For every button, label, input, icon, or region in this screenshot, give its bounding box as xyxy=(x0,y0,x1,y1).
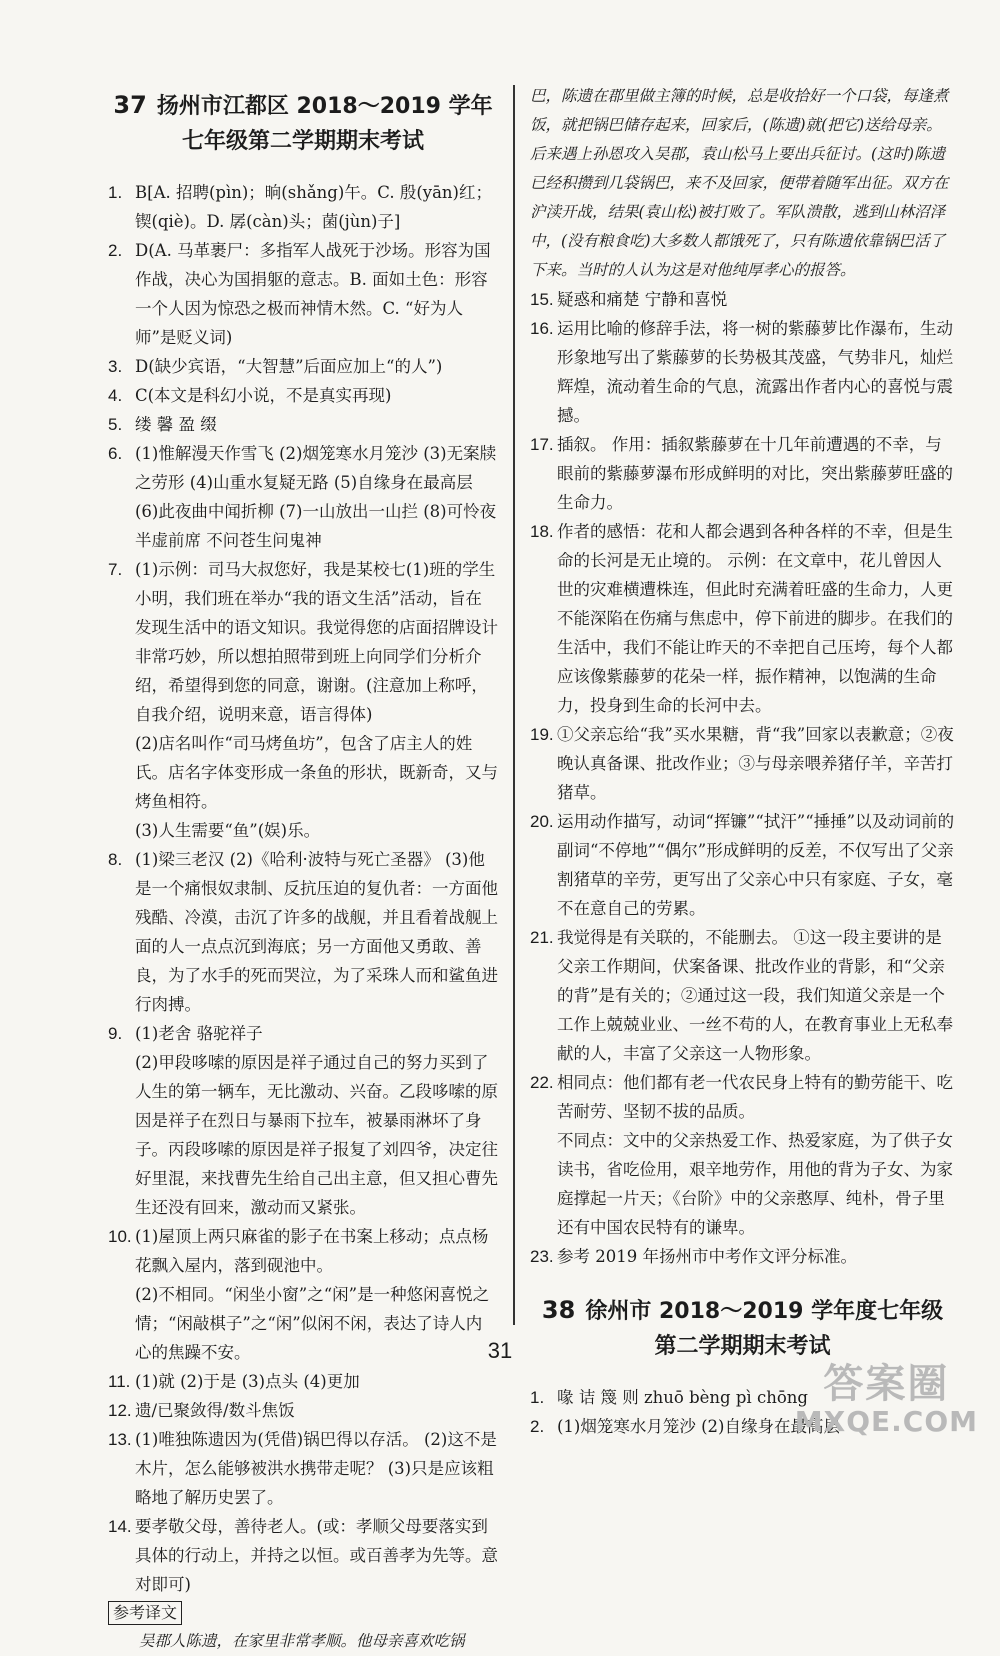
watermark-logo-text: 答案圈 xyxy=(823,1361,950,1407)
question-number: 2. xyxy=(108,241,123,260)
question-answer xyxy=(557,517,955,720)
answer-line: 作者的感悟：花和人都会遇到各种各样的不幸，但是生命的长河是无止境的。 示例：在文章中，花儿曾因人世的灾难横遭株连，但此时充满着旺盛的生命力，人更不能深陷在伤痛与焦虑中，停下前进的脚步。在我们的生活中，我们不能让昨天的不幸把自己压垮，每个人都应该像紫藤萝的花朵一样，振作精神，以饱满的生命力，投身到生命的长河中去。 xyxy=(557,522,953,715)
left-column xyxy=(108,78,498,1656)
answer-line: 要孝敬父母，善待老人。(或：孝顺父母要落实到具体的行动上，并持之以恒。或百善孝为先等。意对即可) xyxy=(135,1517,498,1594)
translation-text-start: 吴郡人陈遗，在家里非常孝顺。他母亲喜欢吃锅 xyxy=(139,1632,465,1650)
question-answer xyxy=(557,285,955,314)
question-item xyxy=(530,285,955,314)
question-number: 1. xyxy=(108,183,123,202)
answer-line: 喙 诘 篾 则 zhuō bèng pì chōng xyxy=(557,1388,808,1407)
answer-line: 相同点：他们都有老一代农民身上特有的勤劳能干、吃苦耐劳、坚韧不拔的品质。 xyxy=(557,1073,953,1121)
question-number: 6. xyxy=(108,444,123,463)
question-number: 19. xyxy=(530,725,554,744)
question-answer xyxy=(135,555,498,845)
question-answer xyxy=(135,1396,498,1425)
answer-line: ①父亲忘给“我”买水果糖，背“我”回家以表歉意；②夜晚认真备课、批改作业；③与母亲喂养猪仔羊，辛苦打猪草。 xyxy=(557,725,954,802)
section-title-line1: 扬州市江都区 2018～2019 学年 xyxy=(156,94,493,119)
question-item xyxy=(530,314,955,430)
answer-line: 运用比喻的修辞手法，将一树的紫藤萝比作瀑布，生动形象地写出了紫藤萝的长势极其茂盛，气势非凡，灿烂辉煌，流动着生命的气息，流露出作者内心的喜悦与震撼。 xyxy=(557,319,953,425)
question-number: 2. xyxy=(530,1417,545,1436)
section-title-line2: 第二学期期末考试 xyxy=(654,1334,831,1359)
question-number: 11. xyxy=(108,1372,131,1391)
question-number: 1. xyxy=(530,1388,545,1407)
section-title-line1: 徐州市 2018～2019 学年度七年级 xyxy=(585,1299,944,1324)
question-number: 5. xyxy=(108,415,123,434)
question-number: 18. xyxy=(530,522,554,541)
answer-line: (1)烟笼寒水月笼沙 (2)自缘身在最高层 xyxy=(557,1417,840,1436)
question-number: 10. xyxy=(108,1227,132,1246)
question-item xyxy=(108,236,498,352)
answer-line: 我觉得是有关联的，不能删去。 ①这一段主要讲的是父亲工作期间，伏案备课、批改作业的背影，和“父亲的背”是有关的；②通过这一段，我们知道父亲是一个工作上兢兢业业、一丝不苟的人，在教育事业上无私奉献的人，丰富了父亲这一人物形象。 xyxy=(557,928,953,1063)
answer-line: D(A. 马革裹尸：多指军人战死于沙场。形容为国作战，决心为国捐躯的意志。B. 面如土色：形容一个人因为惊恐之极而神情木然。C. “好为人师”是贬义词) xyxy=(135,241,491,347)
question-number: 14. xyxy=(108,1517,132,1536)
question-number: 12. xyxy=(108,1401,132,1420)
question-item xyxy=(108,178,498,236)
answer-line: (1)就 (2)于是 (3)点头 (4)更加 xyxy=(135,1372,360,1391)
question-answer xyxy=(135,1367,498,1396)
question-item xyxy=(108,845,498,1019)
section-37-title xyxy=(108,88,498,160)
question-item xyxy=(108,352,498,381)
question-item xyxy=(530,430,955,517)
question-number: 3. xyxy=(108,357,123,376)
answer-line: (1)梁三老汉 (2)《哈利·波特与死亡圣器》 (3)他是一个痛恨奴隶制、反抗压迫的复仇者：一方面他残酷、冷漠，击沉了许多的战舰，并且看着战舰上面的人一点点沉到海底；另一方面他又勇敢、善良，为了水手的死而哭泣，为了采珠人而和鲨鱼进行肉搏。 xyxy=(135,850,498,1014)
answer-line: (1)老舍 骆驼祥子 xyxy=(135,1024,263,1043)
question-answer xyxy=(557,1068,955,1242)
answer-line: 参考 2019 年扬州市中考作文评分标准。 xyxy=(557,1247,857,1266)
column-divider xyxy=(513,85,515,1325)
answer-line: (1)惟解漫天作雪飞 (2)烟笼寒水月笼沙 (3)无案牍之劳形 (4)山重水复疑无路 (5)自缘身在最高层 (6)此夜曲中闻折柳 (7)一山放出一山拦 (8)可怜夜半虚前席 不问苍生问鬼神 xyxy=(135,444,497,550)
question-item xyxy=(108,1367,498,1396)
question-item xyxy=(530,517,955,720)
answer-line: D(缺少宾语，“大智慧”后面应加上“的人”) xyxy=(135,357,443,376)
question-item xyxy=(108,381,498,410)
question-number: 8. xyxy=(108,850,123,869)
question-answer xyxy=(557,720,955,807)
question-answer xyxy=(135,352,498,381)
question-answer xyxy=(135,1425,498,1512)
question-answer xyxy=(135,845,498,1019)
question-answer xyxy=(135,236,498,352)
answer-line: 插叙。 作用：插叙紫藤萝在十几年前遭遇的不幸，与眼前的紫藤萝瀑布形成鲜明的对比，突出紫藤萝旺盛的生命力。 xyxy=(557,435,953,512)
answer-line: (1)示例：司马大叔您好，我是某校七(1)班的学生小明，我们班在举办“我的语文生活”活动，旨在发现生活中的语文知识。我觉得您的店面招牌设计非常巧妙，所以想拍照带到班上向同学们分析介绍，希望得到您的同意，谢谢。(注意加上称呼，自我介绍，说明来意，语言得体) xyxy=(135,560,498,724)
question-number: 7. xyxy=(108,560,123,579)
answer-line: (2)店名叫作“司马烤鱼坊”，包含了店主人的姓氏。店名字体变形成一条鱼的形状，既新奇，又与烤鱼相符。 xyxy=(135,734,498,811)
question-number: 9. xyxy=(108,1024,123,1043)
section-number: 38 xyxy=(541,1296,576,1324)
right-column xyxy=(530,82,955,1441)
question-item xyxy=(530,1242,955,1271)
question-answer xyxy=(557,923,955,1068)
right-question-list xyxy=(530,285,955,1271)
answer-line: B[A. 招聘(pìn)；晌(shǎng)午。C. 殷(yān)红；锲(qiè)。D. 孱(càn)头；菌(jùn)子] xyxy=(135,183,492,231)
question-answer xyxy=(557,1242,955,1271)
answer-line: 遗/已聚敛得/数斗焦饭 xyxy=(135,1401,295,1420)
answer-line: (2)不相同。“闲坐小窗”之“闲”是一种悠闲喜悦之情；“闲敲棋子”之“闲”似闲不闲，表达了诗人内心的焦躁不安。 xyxy=(135,1285,490,1362)
question-item xyxy=(530,807,955,923)
reference-translation xyxy=(108,1599,498,1656)
answer-line: (1)唯独陈遗因为(凭借)锅巴得以存活。 (2)这不是木片，怎么能够被洪水携带走呢？ (3)只是应该粗略地了解历史罢了。 xyxy=(135,1430,497,1507)
left-question-list xyxy=(108,178,498,1599)
question-item xyxy=(108,555,498,845)
answer-line: 缕 馨 盈 缀 xyxy=(135,415,217,434)
question-answer xyxy=(135,381,498,410)
question-number: 13. xyxy=(108,1430,132,1449)
answer-line: 不同点：文中的父亲热爱工作、热爱家庭，为了供子女读书，省吃俭用，艰辛地劳作，用他的背为子女、为家庭撑起一片天；《台阶》中的父亲憨厚、纯朴，骨子里还有中国农民特有的谦卑。 xyxy=(557,1131,953,1237)
question-answer xyxy=(135,439,498,555)
question-number: 21. xyxy=(530,928,554,947)
translation-text-continued: 巴，陈遗在郡里做主簿的时候，总是收拾好一个口袋，每逢煮饭，就把锅巴储存起来，回家后，(陈遗)就(把它)送给母亲。后来遇上孙恩攻入吴郡，袁山松马上要出兵征讨。(这时)陈遗已经积攒到几袋锅巴，来不及回家，便带着随军出征。双方在沪渎开战，结果(袁山松)被打败了。军队溃散，逃到山林沼泽中，(没有粮食吃)大多数人都饿死了，只有陈遗依靠锅巴活了下来。当时的人认为这是对他纯厚孝心的报答。 xyxy=(530,87,949,279)
question-answer xyxy=(557,430,955,517)
page-number: 31 xyxy=(487,1338,513,1363)
question-number: 20. xyxy=(530,812,554,831)
question-number: 17. xyxy=(530,435,554,454)
question-answer xyxy=(557,314,955,430)
answer-line: C(本文是科幻小说，不是真实再现) xyxy=(135,386,392,405)
question-item xyxy=(108,1512,498,1599)
question-number: 16. xyxy=(530,319,554,338)
question-item xyxy=(108,1019,498,1222)
question-number: 4. xyxy=(108,386,123,405)
question-answer xyxy=(135,1019,498,1222)
question-item xyxy=(108,439,498,555)
question-answer xyxy=(557,807,955,923)
site-watermark xyxy=(795,1362,978,1438)
question-item xyxy=(108,1425,498,1512)
question-number: 15. xyxy=(530,290,554,309)
answer-line: 运用动作描写，动词“挥镰”“拭汗”“捶捶”以及动词前的副词“不停地”“偶尔”形成鲜明的反差，不仅写出了父亲割猪草的辛劳，更写出了父亲心中只有家庭、子女，毫不在意自己的劳累。 xyxy=(557,812,955,918)
answer-line: (1)屋顶上两只麻雀的影子在书案上移动；点点杨花飘入屋内，落到砚池中。 xyxy=(135,1227,489,1275)
reference-label: 参考译文 xyxy=(108,1601,182,1625)
answer-line: (2)甲段哆嗦的原因是祥子通过自己的努力买到了人生的第一辆车，无比激动、兴奋。乙段哆嗦的原因是祥子在烈日与暴雨下拉车，被暴雨淋坏了身子。丙段哆嗦的原因是祥子报复了刘四爷，决定往好里混，来找曹先生给自己出主意，但又担心曹先生还没有回来，激动而又紧张。 xyxy=(135,1053,498,1217)
watermark-url: MXQE.COM xyxy=(794,1405,978,1438)
question-item xyxy=(108,410,498,439)
question-answer xyxy=(135,410,498,439)
question-answer xyxy=(135,1512,498,1599)
question-number: 22. xyxy=(530,1073,554,1092)
question-item xyxy=(530,720,955,807)
question-answer xyxy=(135,178,498,236)
answer-line: (3)人生需要“鱼”(娱)乐。 xyxy=(135,821,321,840)
answer-line: 疑惑和痛楚 宁静和喜悦 xyxy=(557,290,728,309)
section-number: 37 xyxy=(113,91,147,119)
question-item xyxy=(530,1068,955,1242)
section-title-line2: 七年级第二学期期末考试 xyxy=(181,129,424,154)
question-number: 23. xyxy=(530,1247,554,1266)
question-item xyxy=(530,923,955,1068)
question-item xyxy=(108,1396,498,1425)
